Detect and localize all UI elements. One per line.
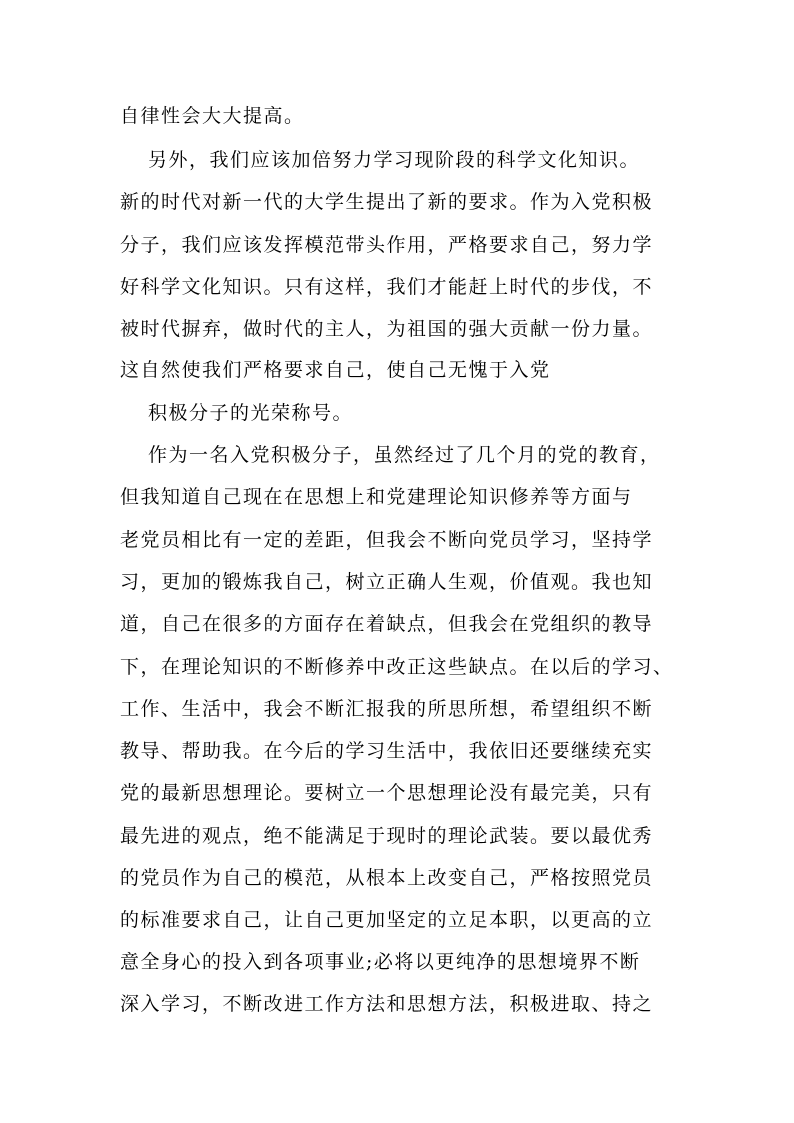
paragraph-start-line: 作为一名入党积极分子，虽然经过了几个月的党的教育，: [148, 444, 661, 466]
text-line: 习，更加的锻炼我自己，树立正确人生观，价值观。我也知: [120, 571, 654, 593]
text-line: 积极分子的光荣称号。: [148, 402, 354, 424]
paragraph-start-line: 另外，我们应该加倍努力学习现阶段的科学文化知识。: [148, 149, 641, 171]
text-line: 下，在理论知识的不断修养中改正这些缺点。在以后的学习、: [120, 656, 674, 678]
text-line: 自律性会大大提高。: [120, 105, 305, 127]
text-line: 的标准要求自己，让自己更加坚定的立足本职，以更高的立: [120, 909, 654, 931]
text-line: 道，自己在很多的方面存在着缺点，但我会在党组织的教导: [120, 613, 654, 635]
text-line: 但我知道自己现在在思想上和党建理论知识修养等方面与: [120, 486, 633, 508]
text-line: 最先进的观点，绝不能满足于现时的理论武装。要以最优秀: [120, 825, 654, 847]
text-line: 的党员作为自己的模范，从根本上改变自己，严格按照党员: [120, 867, 654, 889]
text-line: 老党员相比有一定的差距，但我会不断向党员学习，坚持学: [120, 529, 654, 551]
text-line: 分子，我们应该发挥模范带头作用，严格要求自己，努力学: [120, 234, 654, 256]
text-line: 新的时代对新一代的大学生提出了新的要求。作为入党积极: [120, 191, 654, 213]
text-line: 深入学习，不断改进工作方法和思想方法，积极进取、持之: [120, 993, 654, 1015]
text-line: 教导、帮助我。在今后的学习生活中，我依旧还要继续充实: [120, 740, 654, 762]
text-line: 好科学文化知识。只有这样，我们才能赶上时代的步伐，不: [120, 276, 654, 298]
text-line: 党的最新思想理论。要树立一个思想理论没有最完美，只有: [120, 782, 654, 804]
text-line: 这自然使我们严格要求自己，使自己无愧于入党: [120, 359, 551, 381]
text-line: 被时代摒弃，做时代的主人，为祖国的强大贡献一份力量。: [120, 318, 654, 340]
text-line: 意全身心的投入到各项事业;必将以更纯净的思想境界不断: [120, 951, 641, 973]
text-line: 工作、生活中，我会不断汇报我的所思所想，希望组织不断: [120, 698, 654, 720]
